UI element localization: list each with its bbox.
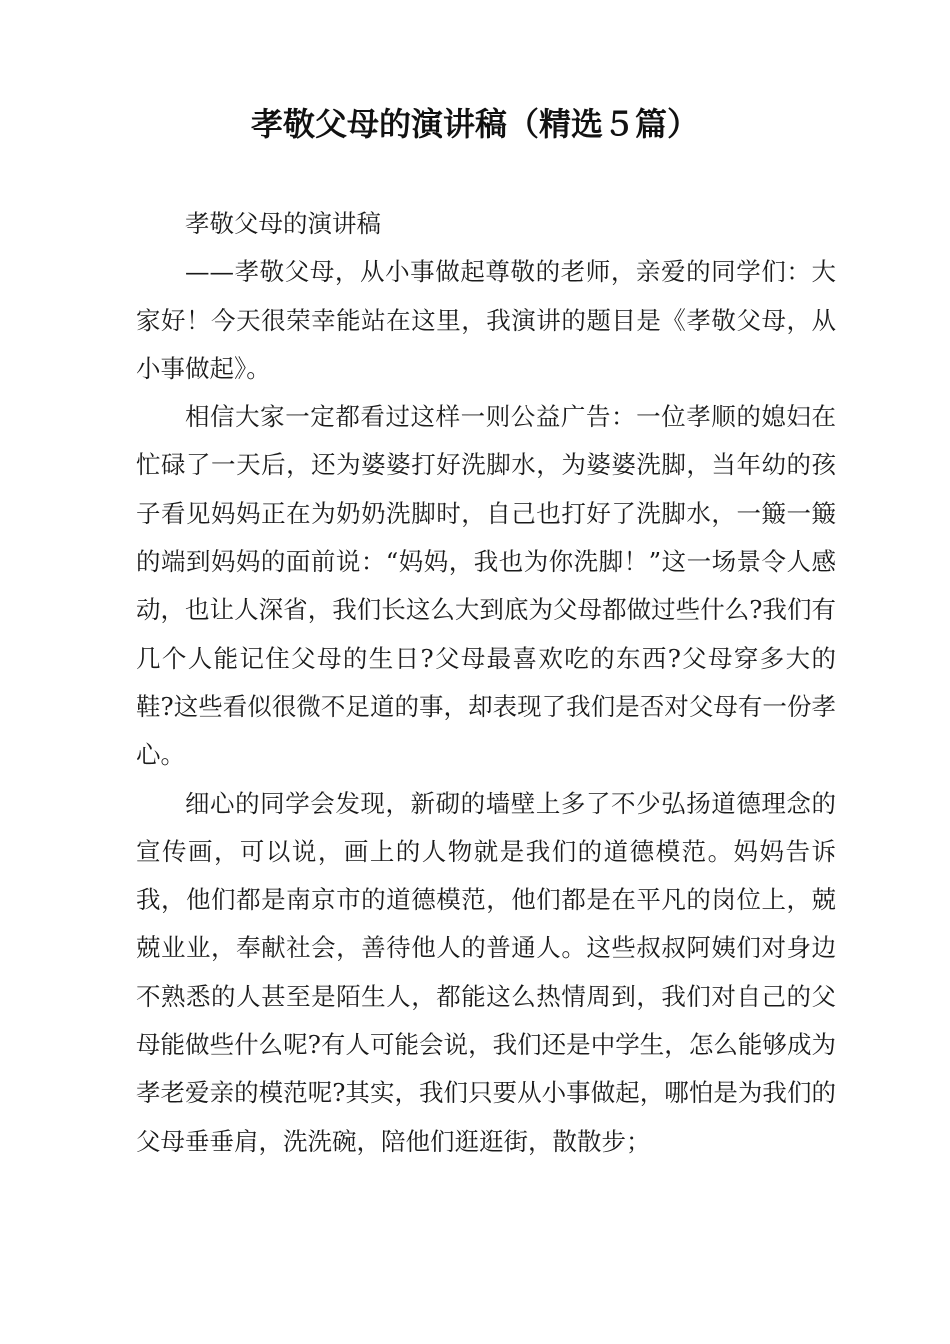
document-title: 孝敬父母的演讲稿（精选５篇） <box>250 105 699 143</box>
paragraph-subtitle: 孝敬父母的演讲稿 <box>185 209 381 238</box>
document-body <box>136 200 836 1166</box>
paragraph-moral-models: 细心的同学会发现，新砌的墙壁上多了不少弘扬道德理念的宣传画，可以说，画上的人物就是我们的道德模范。妈妈告诉我，他们都是南京市的道德模范，他们都是在平凡的岗位上，兢兢业业，奉献社会，善待他人的普通人。这些叔叔阿姨们对身边不熟悉的人甚至是陌生人，都能这么热情周到，我们对自己的父母能做些什么呢?有人可能会说，我们还是中学生，怎么能够成为孝老爱亲的模范呢?其实，我们只要从小事做起，哪怕是为我们的父母垂垂肩，洗洗碗，陪他们逛逛街，散散步； <box>136 788 836 1156</box>
paragraph-greeting: ——孝敬父母，从小事做起尊敬的老师，亲爱的同学们：大家好！今天很荣幸能站在这里，我演讲的题目是《孝敬父母，从小事做起》。 <box>136 257 836 383</box>
paragraph-advertisement: 相信大家一定都看过这样一则公益广告：一位孝顺的媳妇在忙碌了一天后，还为婆婆打好洗脚水，为婆婆洗脚，当年幼的孩子看见妈妈正在为奶奶洗脚时，自己也打好了洗脚水，一簸一簸的端到妈妈的面前说：“妈妈，我也为你洗脚！”这一场景令人感动，也让人深省，我们长这么大到底为父母都做过些什么?我们有几个人能记住父母的生日?父母最喜欢吃的东西?父母穿多大的鞋?这些看似很微不足道的事，却表现了我们是否对父母有一份孝心。 <box>136 402 836 770</box>
